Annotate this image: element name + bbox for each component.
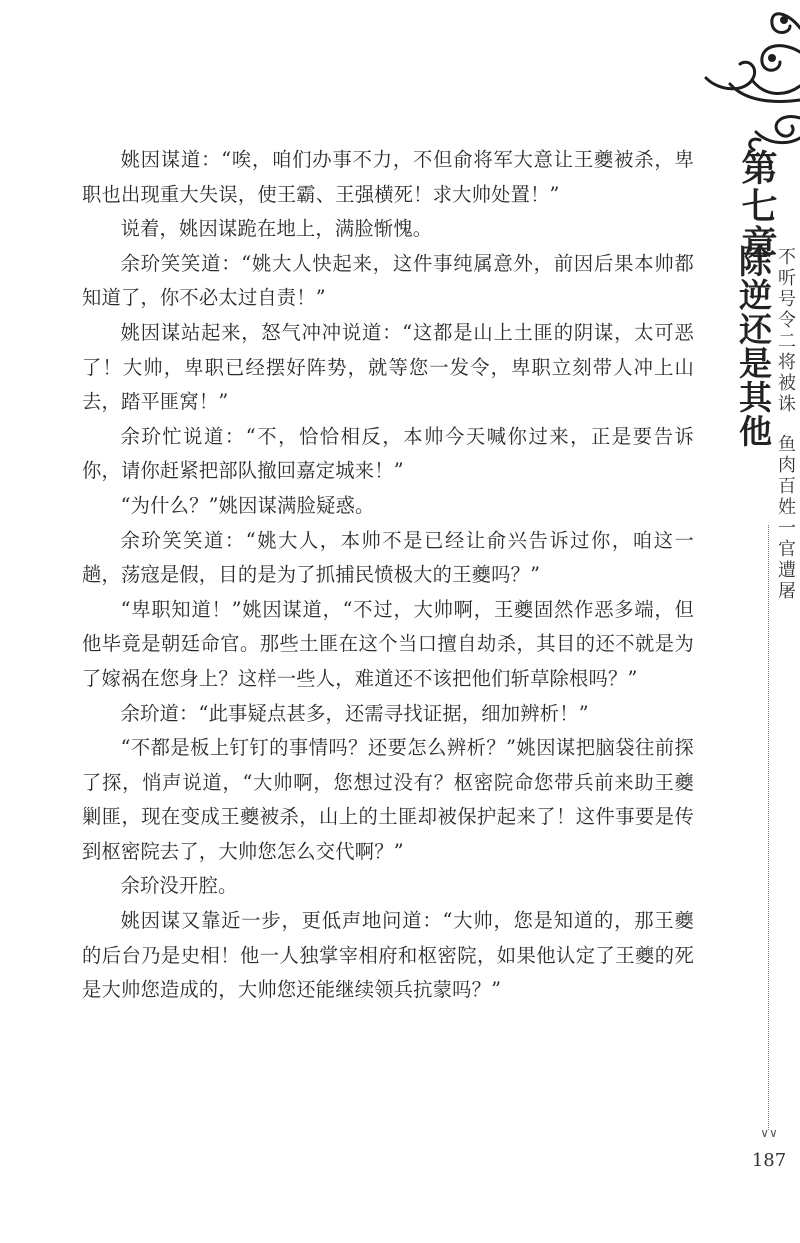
paragraph: 余玠没开腔。: [120, 874, 238, 898]
paragraph: “卑职知道！”姚因谋道，“不过，大帅啊，王夔固然作恶多端，但他毕竟是朝廷命官。那些土匪在这个当口擅自劫杀，其目的还不就是为了嫁祸在您身上？这样一些人，难道还不该把他们斩草除根吗？”: [82, 597, 694, 690]
chapter-number: 第七章: [736, 149, 778, 263]
paragraph: 姚因谋道：“唉，咱们办事不力，不但俞将军大意让王夔被杀，卑职也出现重大失误，使王霸、王强横死！求大帅处置！”: [82, 148, 694, 206]
paragraph: 姚因谋站起来，怒气冲冲说道：“这都是山上土匪的阴谋，太可恶了！大帅，卑职已经摆好阵势，就等您一发令，卑职立刻带人冲上山去，踏平匪窝！”: [82, 320, 694, 414]
paragraph: 姚因谋又靠近一步，更低声地问道：“大帅，您是知道的，那王夔的后台乃是史相！他一人独掌宰相府和枢密院，如果他认定了王夔的死是大帅您造成的，大帅您还能继续领兵抗蒙吗？”: [82, 909, 694, 1002]
chapter-title: 除逆还是其他: [734, 244, 773, 448]
chapter-subtitle-1: 不听号令二将被诛: [775, 247, 796, 415]
page-marker-icon: ∨∨: [760, 1126, 778, 1140]
chapter-subtitle-2: 鱼肉百姓一官遭屠: [775, 434, 796, 602]
page-number: 187: [751, 1150, 787, 1171]
paragraph: “为什么？”姚因谋满脸疑惑。: [120, 493, 375, 517]
paragraph: 说着，姚因谋跪在地上，满脸惭愧。: [120, 217, 433, 241]
paragraph: “不都是板上钉钉的事情吗？还要怎么辨析？”姚因谋把脑袋往前探了探，悄声说道，“大帅啊，您想过没有？枢密院命您带兵前来助王夔剿匪，现在变成王夔被杀，山上的土匪却被保护起来了！这件事要是传到枢密院去了，大帅您怎么交代啊？”: [82, 736, 694, 863]
body-text: [82, 143, 694, 1008]
paragraph: 余玠道：“此事疑点甚多，还需寻找证据，细加辨析！”: [120, 701, 589, 725]
paragraph: 余玠笑笑道：“姚大人快起来，这件事纯属意外，前因后果本帅都知道了，你不必太过自责！”: [82, 251, 694, 310]
paragraph: 余玠笑笑道：“姚大人，本帅不是已经让俞兴告诉过你，咱这一趟，荡寇是假，目的是为了抓捕民愤极大的王夔吗？”: [82, 528, 694, 587]
paragraph: 余玠忙说道：“不，恰恰相反，本帅今天喊你过来，正是要告诉你，请你赶紧把部队撤回嘉定城来！”: [82, 424, 694, 483]
margin-divider: [768, 525, 769, 1130]
